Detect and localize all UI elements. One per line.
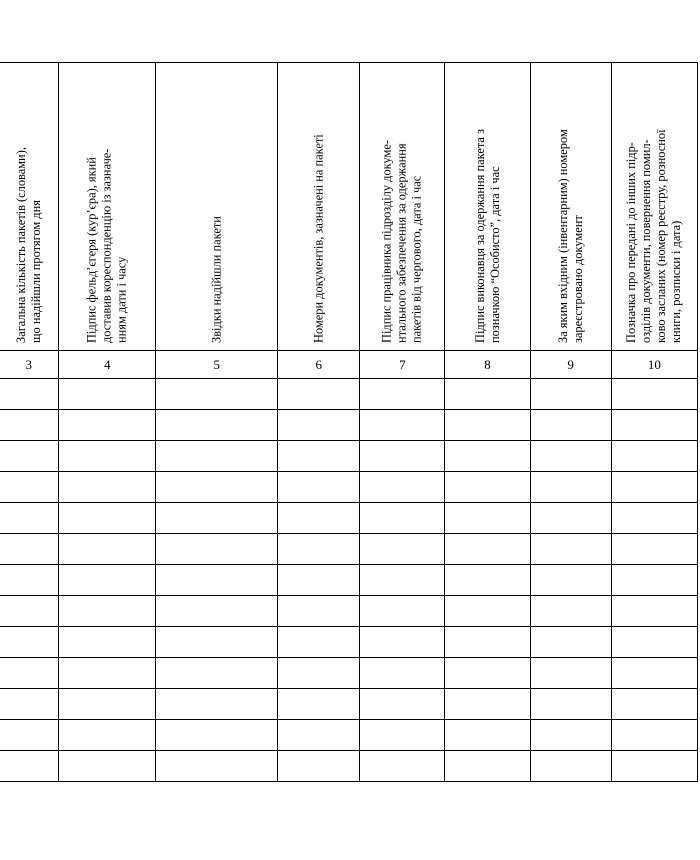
empty-cell[interactable] [611,534,697,565]
empty-cell[interactable] [530,534,611,565]
column-header-7: Підпис працівника підрозділу докуме- нтального забезпечення за одержання пакетів від чергового, дата і час [360,63,445,351]
empty-cell[interactable] [0,627,59,658]
empty-cell[interactable] [0,565,59,596]
empty-cell[interactable] [445,720,530,751]
empty-cell[interactable] [156,627,278,658]
empty-cell[interactable] [59,410,156,441]
column-header-9: За яким вхідним (інвентарним) номером зареєстровано документ [530,63,611,351]
column-header-10: Позначка про передані до інших підр- озділів документи, повернення помил- ково засланих (номер реєстру, розносної книги, розписки і дата) [611,63,697,351]
empty-cell[interactable] [59,596,156,627]
empty-cell[interactable] [360,441,445,472]
empty-cell[interactable] [156,720,278,751]
empty-cell[interactable] [445,751,530,782]
empty-cell[interactable] [445,596,530,627]
table-row [0,565,698,596]
column-number: 5 [156,351,278,379]
empty-cell[interactable] [0,534,59,565]
empty-cell[interactable] [278,565,360,596]
empty-cell[interactable] [530,503,611,534]
empty-cell[interactable] [445,689,530,720]
table-row [0,627,698,658]
empty-cell[interactable] [611,565,697,596]
empty-cell[interactable] [530,720,611,751]
table-row [0,441,698,472]
empty-cell[interactable] [360,658,445,689]
empty-cell[interactable] [445,472,530,503]
empty-cell[interactable] [278,751,360,782]
empty-cell[interactable] [611,627,697,658]
empty-cell[interactable] [360,751,445,782]
empty-cell[interactable] [611,751,697,782]
empty-cell[interactable] [0,379,59,410]
column-header-4: Підпис фельд’єгеря (кур’єра), який доставив кореспонденцію із зазначе- нням дати і часу [59,63,156,351]
empty-cell[interactable] [445,565,530,596]
empty-cell[interactable] [0,596,59,627]
column-number-row [0,351,698,379]
empty-cell[interactable] [156,379,278,410]
empty-cell[interactable] [59,441,156,472]
empty-cell[interactable] [156,472,278,503]
empty-cell[interactable] [530,627,611,658]
table-row [0,534,698,565]
empty-cell[interactable] [59,689,156,720]
empty-cell[interactable] [530,379,611,410]
empty-cell[interactable] [360,534,445,565]
empty-cell[interactable] [530,565,611,596]
empty-cell[interactable] [360,379,445,410]
empty-cell[interactable] [445,410,530,441]
empty-cell[interactable] [59,534,156,565]
empty-cell[interactable] [445,534,530,565]
column-number: 10 [611,351,697,379]
column-number: 4 [59,351,156,379]
empty-cell[interactable] [530,441,611,472]
empty-cell[interactable] [0,441,59,472]
table-row [0,596,698,627]
empty-cell[interactable] [611,658,697,689]
empty-cell[interactable] [530,472,611,503]
empty-cell[interactable] [278,503,360,534]
empty-cell[interactable] [156,410,278,441]
empty-cell[interactable] [156,441,278,472]
empty-cell[interactable] [360,472,445,503]
empty-cell[interactable] [611,503,697,534]
column-number: 9 [530,351,611,379]
empty-cell[interactable] [59,503,156,534]
table-body [0,379,698,782]
column-header-5: Звідки надійшли пакети [156,63,278,351]
empty-cell[interactable] [360,565,445,596]
table-row [0,751,698,782]
empty-cell[interactable] [445,441,530,472]
empty-cell[interactable] [0,720,59,751]
empty-cell[interactable] [156,596,278,627]
journal-table [0,62,698,782]
empty-cell[interactable] [530,689,611,720]
empty-cell[interactable] [278,596,360,627]
empty-cell[interactable] [278,441,360,472]
empty-cell[interactable] [611,472,697,503]
empty-cell[interactable] [0,658,59,689]
table-row [0,720,698,751]
empty-cell[interactable] [445,627,530,658]
empty-cell[interactable] [530,751,611,782]
empty-cell[interactable] [278,534,360,565]
empty-cell[interactable] [530,410,611,441]
empty-cell[interactable] [360,720,445,751]
empty-cell[interactable] [360,627,445,658]
empty-cell[interactable] [445,379,530,410]
empty-cell[interactable] [59,751,156,782]
empty-cell[interactable] [278,379,360,410]
empty-cell[interactable] [156,689,278,720]
table-row [0,472,698,503]
empty-cell[interactable] [0,503,59,534]
empty-cell[interactable] [445,503,530,534]
column-number: 6 [278,351,360,379]
empty-cell[interactable] [278,658,360,689]
table-row [0,689,698,720]
empty-cell[interactable] [156,503,278,534]
empty-cell[interactable] [611,689,697,720]
header-row [0,63,698,351]
empty-cell[interactable] [360,410,445,441]
column-header-6: Номери документів, зазначені на пакеті [278,63,360,351]
empty-cell[interactable] [360,503,445,534]
empty-cell[interactable] [156,534,278,565]
empty-cell[interactable] [278,720,360,751]
empty-cell[interactable] [530,596,611,627]
empty-cell[interactable] [278,689,360,720]
empty-cell[interactable] [278,627,360,658]
empty-cell[interactable] [156,751,278,782]
empty-cell[interactable] [530,658,611,689]
empty-cell[interactable] [0,689,59,720]
empty-cell[interactable] [360,689,445,720]
table-row [0,658,698,689]
empty-cell[interactable] [611,720,697,751]
empty-cell[interactable] [59,627,156,658]
column-number: 7 [360,351,445,379]
empty-cell[interactable] [59,565,156,596]
empty-cell[interactable] [59,658,156,689]
empty-cell[interactable] [59,472,156,503]
empty-cell[interactable] [360,596,445,627]
empty-cell[interactable] [59,720,156,751]
empty-cell[interactable] [0,472,59,503]
table-row [0,379,698,410]
empty-cell[interactable] [0,751,59,782]
empty-cell[interactable] [278,410,360,441]
empty-cell[interactable] [156,565,278,596]
empty-cell[interactable] [156,658,278,689]
empty-cell[interactable] [278,472,360,503]
column-header-8: Підпис виконавця за одержання пакета з позначкою “Особисто”, дата і час [445,63,530,351]
table-row [0,503,698,534]
empty-cell[interactable] [611,379,697,410]
column-number: 3 [0,351,59,379]
column-header-3: Загальна кількість пакетів (словами), що надійшли протягом дня [0,63,59,351]
empty-cell[interactable] [445,658,530,689]
empty-cell[interactable] [611,596,697,627]
empty-cell[interactable] [0,410,59,441]
table-row [0,410,698,441]
empty-cell[interactable] [59,379,156,410]
empty-cell[interactable] [611,441,697,472]
column-number: 8 [445,351,530,379]
empty-cell[interactable] [611,410,697,441]
